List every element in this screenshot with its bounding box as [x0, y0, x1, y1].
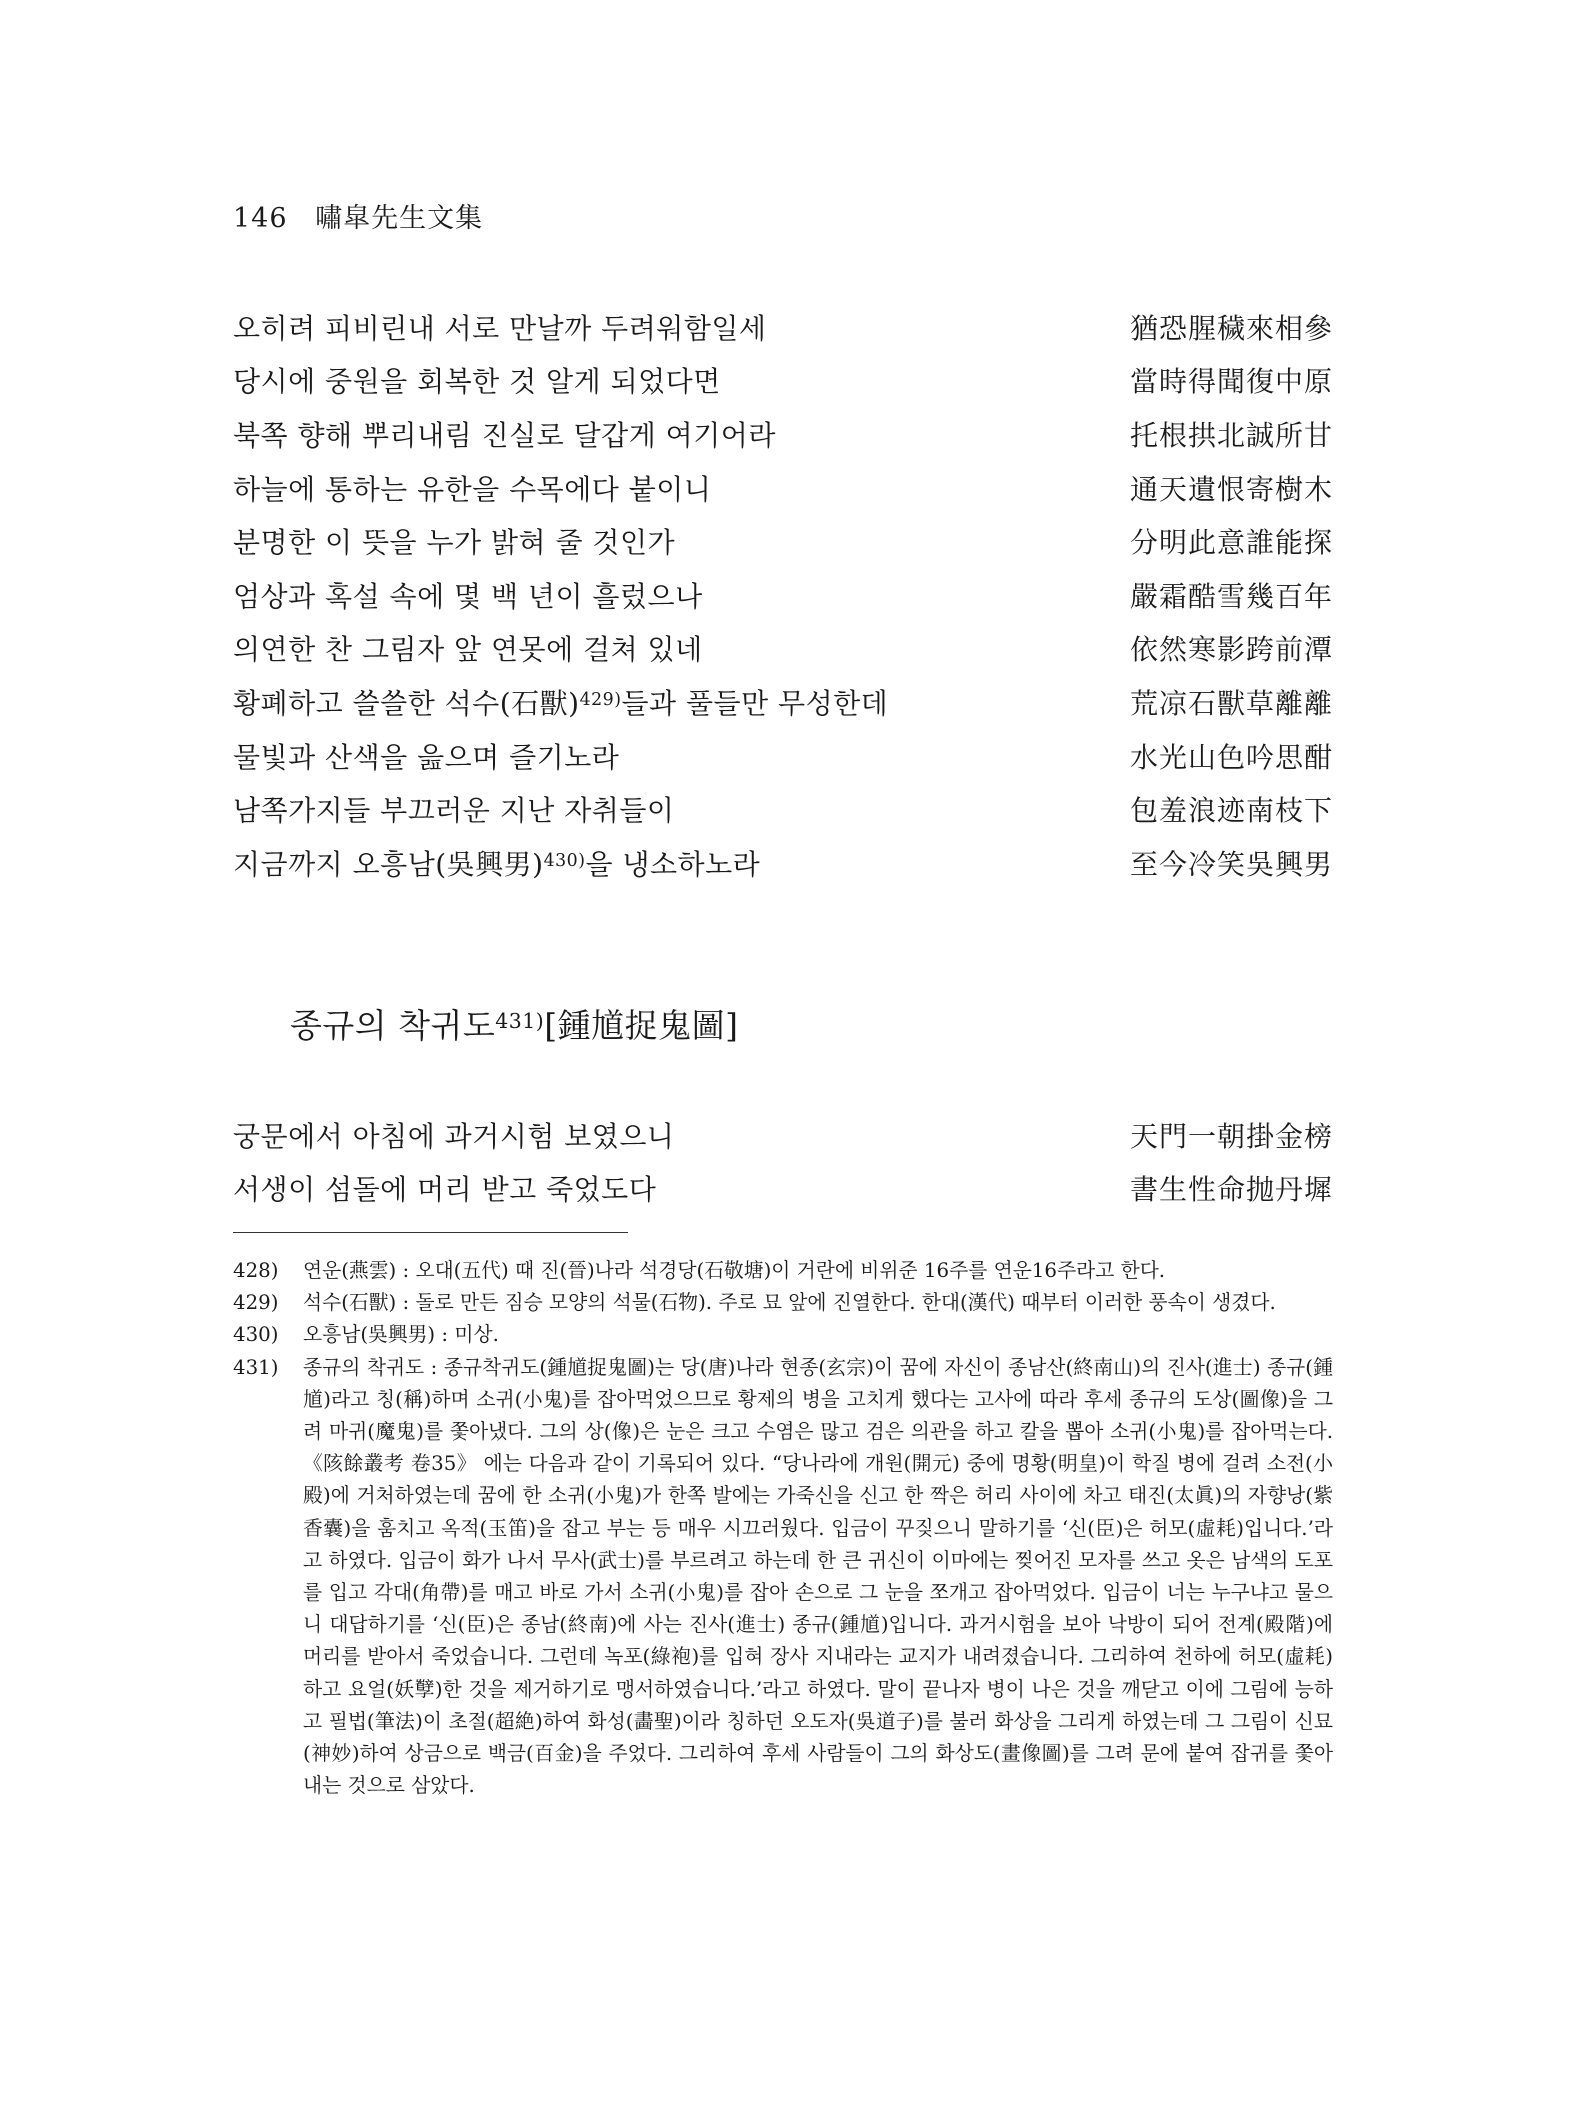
verse-hanja: 荒凉石獸草離離: [1129, 686, 1333, 720]
verse-line: [233, 407, 1333, 461]
verse-hanja: 依然寒影跨前潭: [1129, 633, 1333, 667]
verse-hanja: 嚴霜酷雪幾百年: [1129, 579, 1333, 613]
verse-line: [233, 1108, 1333, 1162]
verse-line: [233, 1162, 1333, 1216]
footnote-text: 종규의 착귀도 : 종규착귀도(鍾馗捉鬼圖)는 당(唐)나라 현종(玄宗)이 꿈에 자신이 종남산(終南山)의 진사(進士) 종규(鍾馗)라고 칭(稱)하며 소귀(小鬼)를 잡아먹었으므로 황제의 병을 고치게 했다는 고사에 따라 후세 종규의 도상(圖像)을 그려 마귀(魔鬼)를 쫓아냈다. 그의 상(像)은 눈은 크고 수염은 많고 검은 의관을 하고 칼을 뽑아 소귀(小鬼)를 잡아먹는다. 《陔餘叢考 卷35》 에는 다음과 같이 기록되어 있다. “당나라에 개원(開元) 중에 명황(明皇)이 학질 병에 걸려 소전(小殿)에 거처하였는데 꿈에 한 소귀(小鬼)가 한쪽 발에는 가죽신을 신고 한 짝은 허리 사이에 차고 태진(太眞)의 자향낭(紫香囊)을 훔치고 옥적(玉笛)을 잡고 부는 등 매우 시끄러웠다. 입금이 꾸짖으니 말하기를 ‘신(臣)은 허모(虛耗)입니다.’라고 하였다. 입금이 화가 나서 무사(武士)를 부르려고 하는데 한 큰 귀신이 이마에는 찢어진 모자를 쓰고 옷은 남색의 도포를 입고 각대(角帶)를 매고 바로 가서 소귀(小鬼)를 잡아 손으로 그 눈을 쪼개고 잡아먹었다. 입금이 너는 누구냐고 물으니 대답하기를 ‘신(臣)은 종남(終南)에 사는 진사(進士) 종규(鍾馗)입니다. 과거시험을 보아 낙방이 되어 전계(殿階)에 머리를 받아서 죽었습니다. 그런데 녹포(綠袍)를 입혀 장사 지내라는 교지가 내려졌습니다. 그리하여 천하에 허모(虛耗)하고 요얼(妖孼)한 것을 제거하기로 맹서하였습니다.’라고 하였다. 말이 끝나자 병이 나은 것을 깨닫고 이에 그림에 능하고 필법(筆法)이 초절(超絶)하여 화성(畵聖)이라 칭하던 오도자(吳道子)를 불러 화상을 그리게 하였는데 그 그림이 신묘(神妙)하여 상금으로 백금(百金)을 주었다. 그리하여 후세 사람들이 그의 화상도(畫像圖)를 그려 문에 붙여 잡귀를 쫓아내는 것으로 삼았다.: [303, 1355, 1333, 1798]
book-title: 嘯皐先生文集: [315, 203, 484, 234]
footnote: [233, 1287, 1333, 1319]
poem-1: [233, 300, 1333, 890]
footnote-number: 430): [233, 1323, 279, 1347]
footnote-ref: 429): [579, 690, 622, 711]
section-title: [290, 1000, 739, 1047]
verse-hanja: 天門一朝掛金榜: [1129, 1119, 1333, 1153]
verse-korean: [233, 843, 760, 883]
verse-text: 을 냉소하노라: [585, 847, 761, 881]
poem-2: [233, 1108, 1333, 1215]
verse-line: [233, 729, 1333, 783]
page-header: [233, 196, 483, 235]
verse-korean: 궁문에서 아침에 과거시험 보였으니: [233, 1119, 675, 1153]
section-title-hanja: [鍾馗捉鬼圖]: [544, 1006, 739, 1045]
verse-hanja: 猶恐腥穢來相參: [1129, 311, 1333, 345]
footnote: [233, 1352, 1333, 1803]
section-title-korean: 종규의 착귀도: [290, 1006, 496, 1045]
footnote: [233, 1319, 1333, 1351]
verse-line: [233, 354, 1333, 408]
page-number: 146: [233, 203, 288, 234]
footnote-number: 428): [233, 1259, 279, 1282]
verse-line: [233, 300, 1333, 354]
footnote-text: 오흥남(吳興男) : 미상.: [303, 1323, 499, 1347]
verse-line: [233, 836, 1333, 890]
verse-line: [233, 782, 1333, 836]
verse-line: [233, 514, 1333, 568]
verse-hanja: 當時得聞復中原: [1129, 365, 1333, 399]
verse-text: 지금까지 오흥남(吳興男): [233, 847, 544, 881]
verse-korean: 남쪽가지들 부끄러운 지난 자취들이: [233, 794, 675, 828]
verse-korean: 엄상과 혹설 속에 몇 백 년이 흘렀으나: [233, 579, 703, 613]
verse-line: [233, 622, 1333, 676]
verse-line: [233, 461, 1333, 515]
verse-line: [233, 675, 1333, 729]
verse-korean: 의연한 찬 그림자 앞 연못에 걸쳐 있네: [233, 633, 703, 667]
verse-hanja: 書生性命抛丹墀: [1129, 1173, 1333, 1207]
verse-text: 황폐하고 쓸쓸한 석수(石獸): [233, 686, 580, 720]
verse-korean: [233, 682, 888, 722]
verse-hanja: 托根拱北誠所甘: [1129, 418, 1333, 452]
verse-hanja: 分明此意誰能探: [1129, 526, 1333, 560]
verse-korean: 분명한 이 뜻을 누가 밝혀 줄 것인가: [233, 526, 676, 560]
verse-hanja: 水光山色吟思酣: [1129, 740, 1333, 774]
footnote-number: 431): [233, 1355, 279, 1379]
footnote: [233, 1255, 1333, 1287]
footnote-ref: 430): [543, 850, 586, 871]
verse-line: [233, 568, 1333, 622]
verse-hanja: 包羞浪迹南枝下: [1129, 794, 1333, 828]
verse-korean: 서생이 섬돌에 머리 받고 죽었도다: [233, 1173, 657, 1207]
verse-hanja: 通天遺恨寄樹木: [1129, 472, 1333, 506]
verse-korean: 북쪽 향해 뿌리내림 진실로 달갑게 여기어라: [233, 418, 776, 452]
verse-korean: 오히려 피비린내 서로 만날까 두려워함일세: [233, 311, 767, 345]
verse-korean: 하늘에 통하는 유한을 수목에다 붙이니: [233, 472, 712, 506]
footnote-text: 석수(石獸) : 돌로 만든 짐승 모양의 석물(石物). 주로 묘 앞에 진열한다. 한대(漢代) 때부터 이러한 풍속이 생겼다.: [303, 1291, 1276, 1315]
footnote-divider: [233, 1232, 628, 1233]
verse-text: 들과 풀들만 무성한데: [621, 686, 889, 720]
footnote-number: 429): [233, 1291, 279, 1315]
footnote-ref: 431): [495, 1008, 545, 1033]
footnote-text: 연운(燕雲) : 오대(五代) 때 진(晉)나라 석경당(石敬塘)이 거란에 비위준 16주를 연운16주라고 한다.: [303, 1259, 1166, 1282]
footnotes: [233, 1255, 1333, 1802]
verse-korean: 당시에 중원을 회복한 것 알게 되었다면: [233, 365, 721, 399]
verse-korean: 물빛과 산색을 읊으며 즐기노라: [233, 740, 620, 774]
verse-hanja: 至今冷笑吳興男: [1129, 847, 1333, 881]
